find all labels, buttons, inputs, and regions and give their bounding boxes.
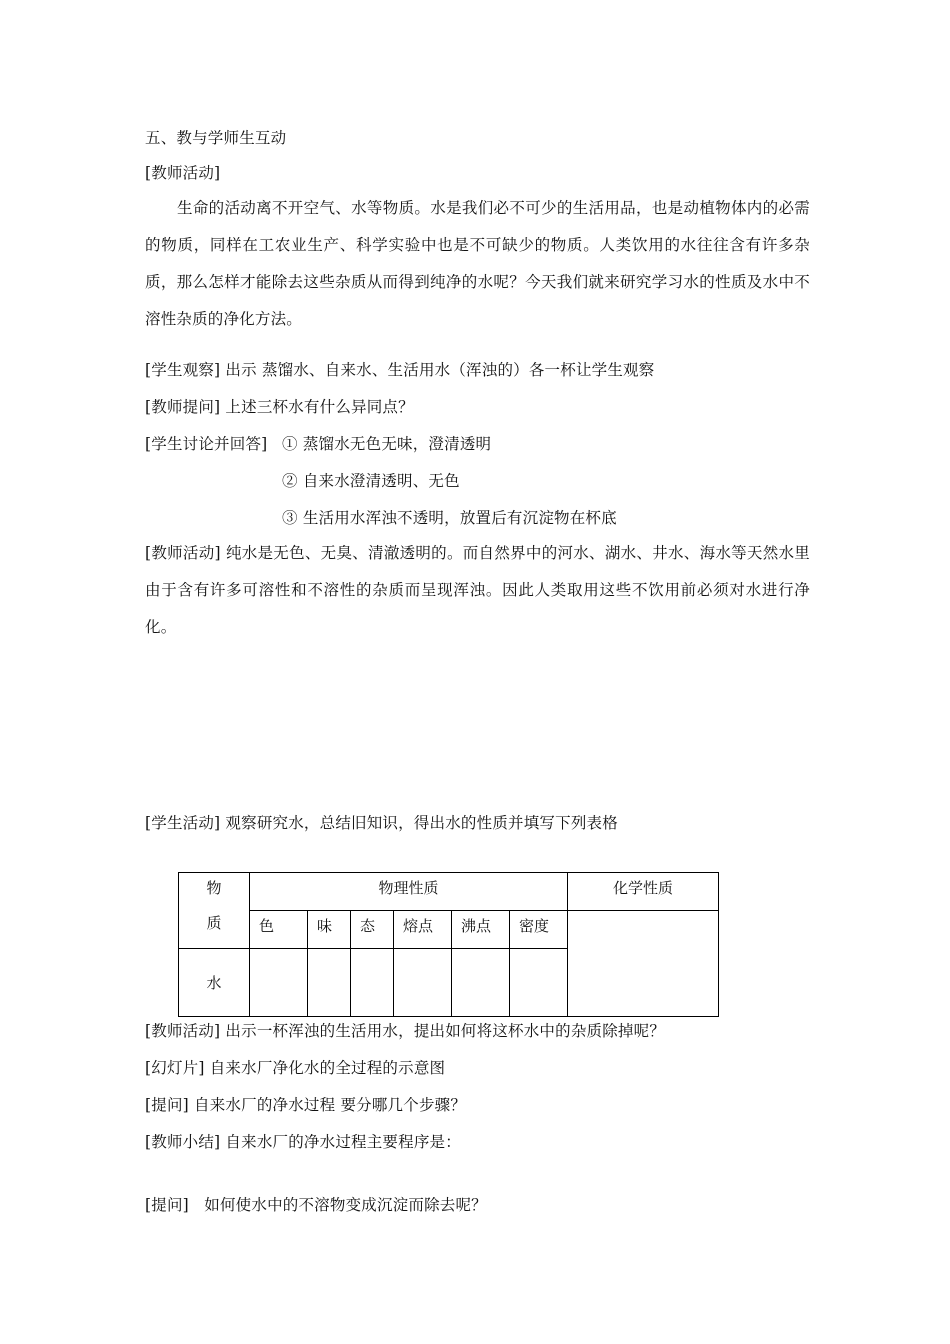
row-label-water: 水 bbox=[179, 949, 250, 1017]
teacher-activity-line: [教师活动] 出示一杯浑浊的生活用水，提出如何将这杯水中的杂质除掉呢？ bbox=[145, 1022, 666, 1040]
student-discuss-tag: [学生讨论并回答] bbox=[145, 435, 268, 453]
answer-item: ② 自来水澄清透明、无色 bbox=[282, 472, 460, 490]
intro-paragraph: 生命的活动离不开空气、水等物质。水是我们必不可少的生活用品，也是动植物体内的必需的物质，同样在工农业生产、科学实验中也是不可缺少的物质。人类饮用的水往往含有许多杂质，那么怎样才能除去这些杂质从而得到纯净的水呢？今天我们就来研究学习水的性质及水中不溶性杂质的净化方法。 bbox=[145, 199, 810, 328]
answer-item: ① 蒸馏水无色无味，澄清透明 bbox=[282, 435, 492, 453]
teacher-question-line: [教师提问] 上述三杯水有什么异同点？ bbox=[145, 398, 414, 416]
question-line: [提问] 自来水厂的净水过程 要分哪几个步骤？ bbox=[145, 1096, 467, 1114]
student-observe-line: [学生观察] 出示 蒸馏水、自来水、生活用水（浑浊的）各一杯让学生观察 bbox=[145, 361, 655, 379]
chemical-properties-header: 化学性质 bbox=[568, 873, 719, 911]
chemical-properties-value-cell[interactable] bbox=[568, 911, 719, 1017]
substance-header-bottom: 质 bbox=[206, 914, 222, 932]
value-cell-melting-point[interactable] bbox=[394, 949, 452, 1017]
answer-item: ③ 生活用水浑浊不透明，放置后有沉淀物在杯底 bbox=[282, 509, 617, 527]
column-smell: 味 bbox=[308, 911, 351, 949]
student-activity-line: [学生活动] 观察研究水，总结旧知识，得出水的性质并填写下列表格 bbox=[145, 814, 618, 832]
section-title: 五、教与学师生互动 bbox=[145, 129, 287, 147]
value-cell-state[interactable] bbox=[351, 949, 394, 1017]
question-line: [提问] 如何使水中的不溶物变成沉淀而除去呢？ bbox=[145, 1196, 487, 1214]
teacher-activity-tag: [教师活动] bbox=[145, 164, 221, 182]
slide-line: [幻灯片] 自来水厂净化水的全过程的示意图 bbox=[145, 1059, 446, 1077]
water-properties-table bbox=[178, 872, 719, 1017]
value-cell-boiling-point[interactable] bbox=[452, 949, 510, 1017]
physical-properties-header: 物理性质 bbox=[250, 873, 568, 911]
substance-header-cell bbox=[179, 873, 250, 949]
value-cell-color[interactable] bbox=[250, 949, 308, 1017]
column-boiling-point: 沸点 bbox=[452, 911, 510, 949]
value-cell-smell[interactable] bbox=[308, 949, 351, 1017]
column-state: 态 bbox=[351, 911, 394, 949]
substance-header-top: 物 bbox=[206, 879, 222, 897]
column-color: 色 bbox=[250, 911, 308, 949]
value-cell-density[interactable] bbox=[510, 949, 568, 1017]
column-density: 密度 bbox=[510, 911, 568, 949]
teacher-activity-paragraph: [教师活动] 纯水是无色、无臭、清澈透明的。而自然界中的河水、湖水、井水、海水等天然水里由于含有许多可溶性和不溶性的杂质而呈现浑浊。因此人类取用这些不饮用前必须对水进行净化。 bbox=[145, 544, 810, 636]
column-melting-point: 熔点 bbox=[394, 911, 452, 949]
teacher-summary-line: [教师小结] 自来水厂的净水过程主要程序是： bbox=[145, 1133, 461, 1151]
